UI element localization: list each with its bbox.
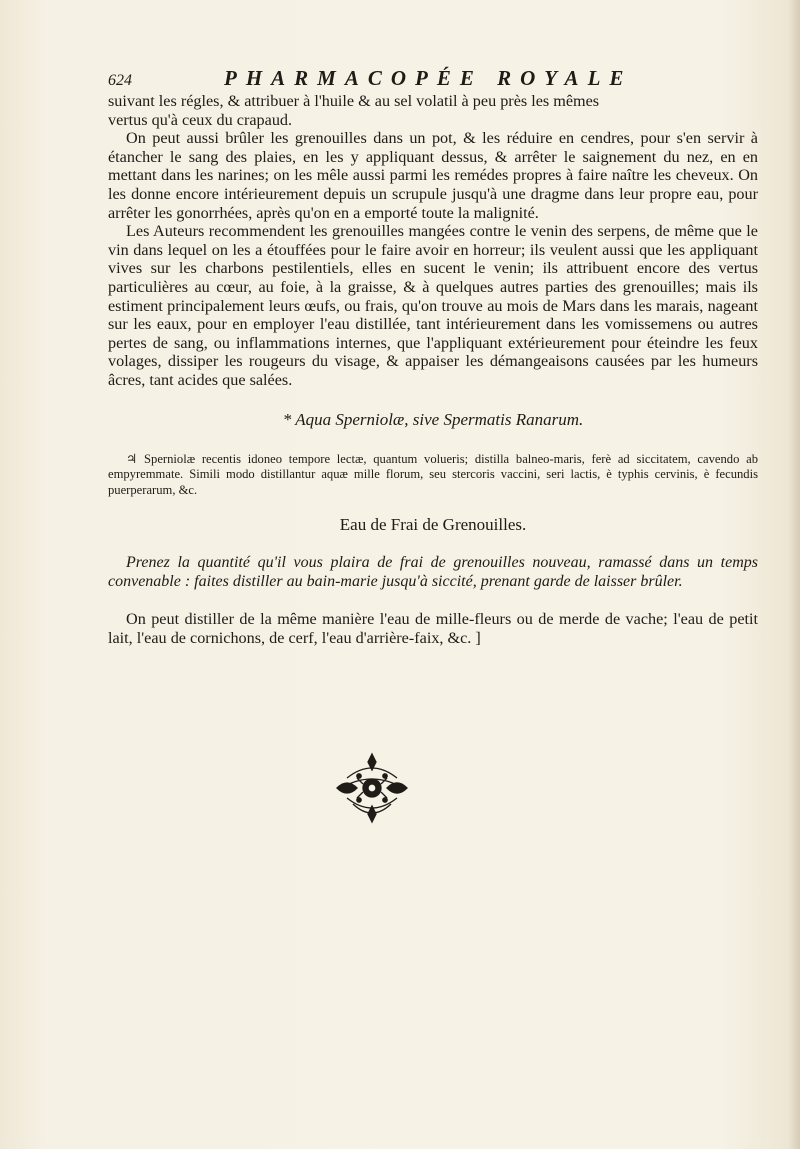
french-recipe-title: Eau de Frai de Grenouilles. (339, 514, 527, 534)
paragraph-authors: Les Auteurs recommendent les grenouilles mangées contre le venin des serpens, de même que le vin dans lequel on les a étouffées pour le faire avoir en horreur; ils veulent aussi que les appliquant vives sur les charbons pestilentiels, elles en sucent le venin; ils attribuent encore des vertus particulières au cœur, au foie, à la graisse, & à quelques autres parties des grenouilles; mais ils estiment principalement leurs œufs, ou frais, qu'on trouve au mois de Mars dans les marais, nageant sur les eaux, pour en employer l'eau distillée, tant intérieurement dans les vomissemens ou autres pertes de sang, ou inflammations internes, que l'appliquant extérieurement pour éteindre les feux volages, dissiper les rougeurs du visage, & appaiser les démangeaisons causées par les humeurs âcres, tant acides que salées. (108, 222, 758, 389)
paragraph-burning-frogs: On peut aussi brûler les grenouilles dans un pot, & les réduire en cendres, pour s'en servir à étancher le sang des plaies, en les y appliquant dessus, & arrêter le saignement du nez, en en mettant dans les narines; on les mêle aussi parmi les remédes propres à faire naître les cheveux. On les donne encore intérieurement depuis un scrupule jusqu'à une dragme dans leur propre eau, pour arrêter les gonorrhées, après qu'on en a emporté toute la malignité. (108, 129, 758, 222)
page-number: 624 (108, 72, 132, 89)
closing-paragraph: On peut distiller de la même manière l'eau de mille-fleurs ou de merde de vache; l'eau de petit lait, l'eau de cornichons, de cerf, l'eau d'arrière-faix, &c. ] (108, 609, 758, 648)
latin-recipe-title: * Aqua Sperniolæ, sive Spermatis Ranarum. (282, 409, 584, 429)
french-recipe-text: Prenez la quantité qu'il vous plaira de frai de grenouilles nouveau, ramassé dans un temps convenable : faites distiller au bain-marie jusqu'à siccité, prenant garde de laisser brûler. (108, 553, 758, 591)
latin-recipe-text: ♃ Sperniolæ recentis idoneo tempore lectæ, quantum volueris; distilla balneo-maris, ferè ad siccitatem, cavendo ab empyremmate. Simili modo distillantur aquæ mille florum, seu stercoris vaccini, seri lactis, è typhis cervinis, è fecundis puerperarum, &c. (108, 451, 758, 498)
page-body (108, 92, 758, 649)
fleuron-ornament-icon (327, 748, 417, 828)
page-header (108, 66, 768, 94)
paragraph-intro: suivant les régles, & attribuer à l'huile & au sel volatil à peu près les mêmes vertus qu'à ceux du crapaud. (108, 92, 600, 129)
running-title: PHARMACOPÉE ROYALE (224, 66, 633, 90)
